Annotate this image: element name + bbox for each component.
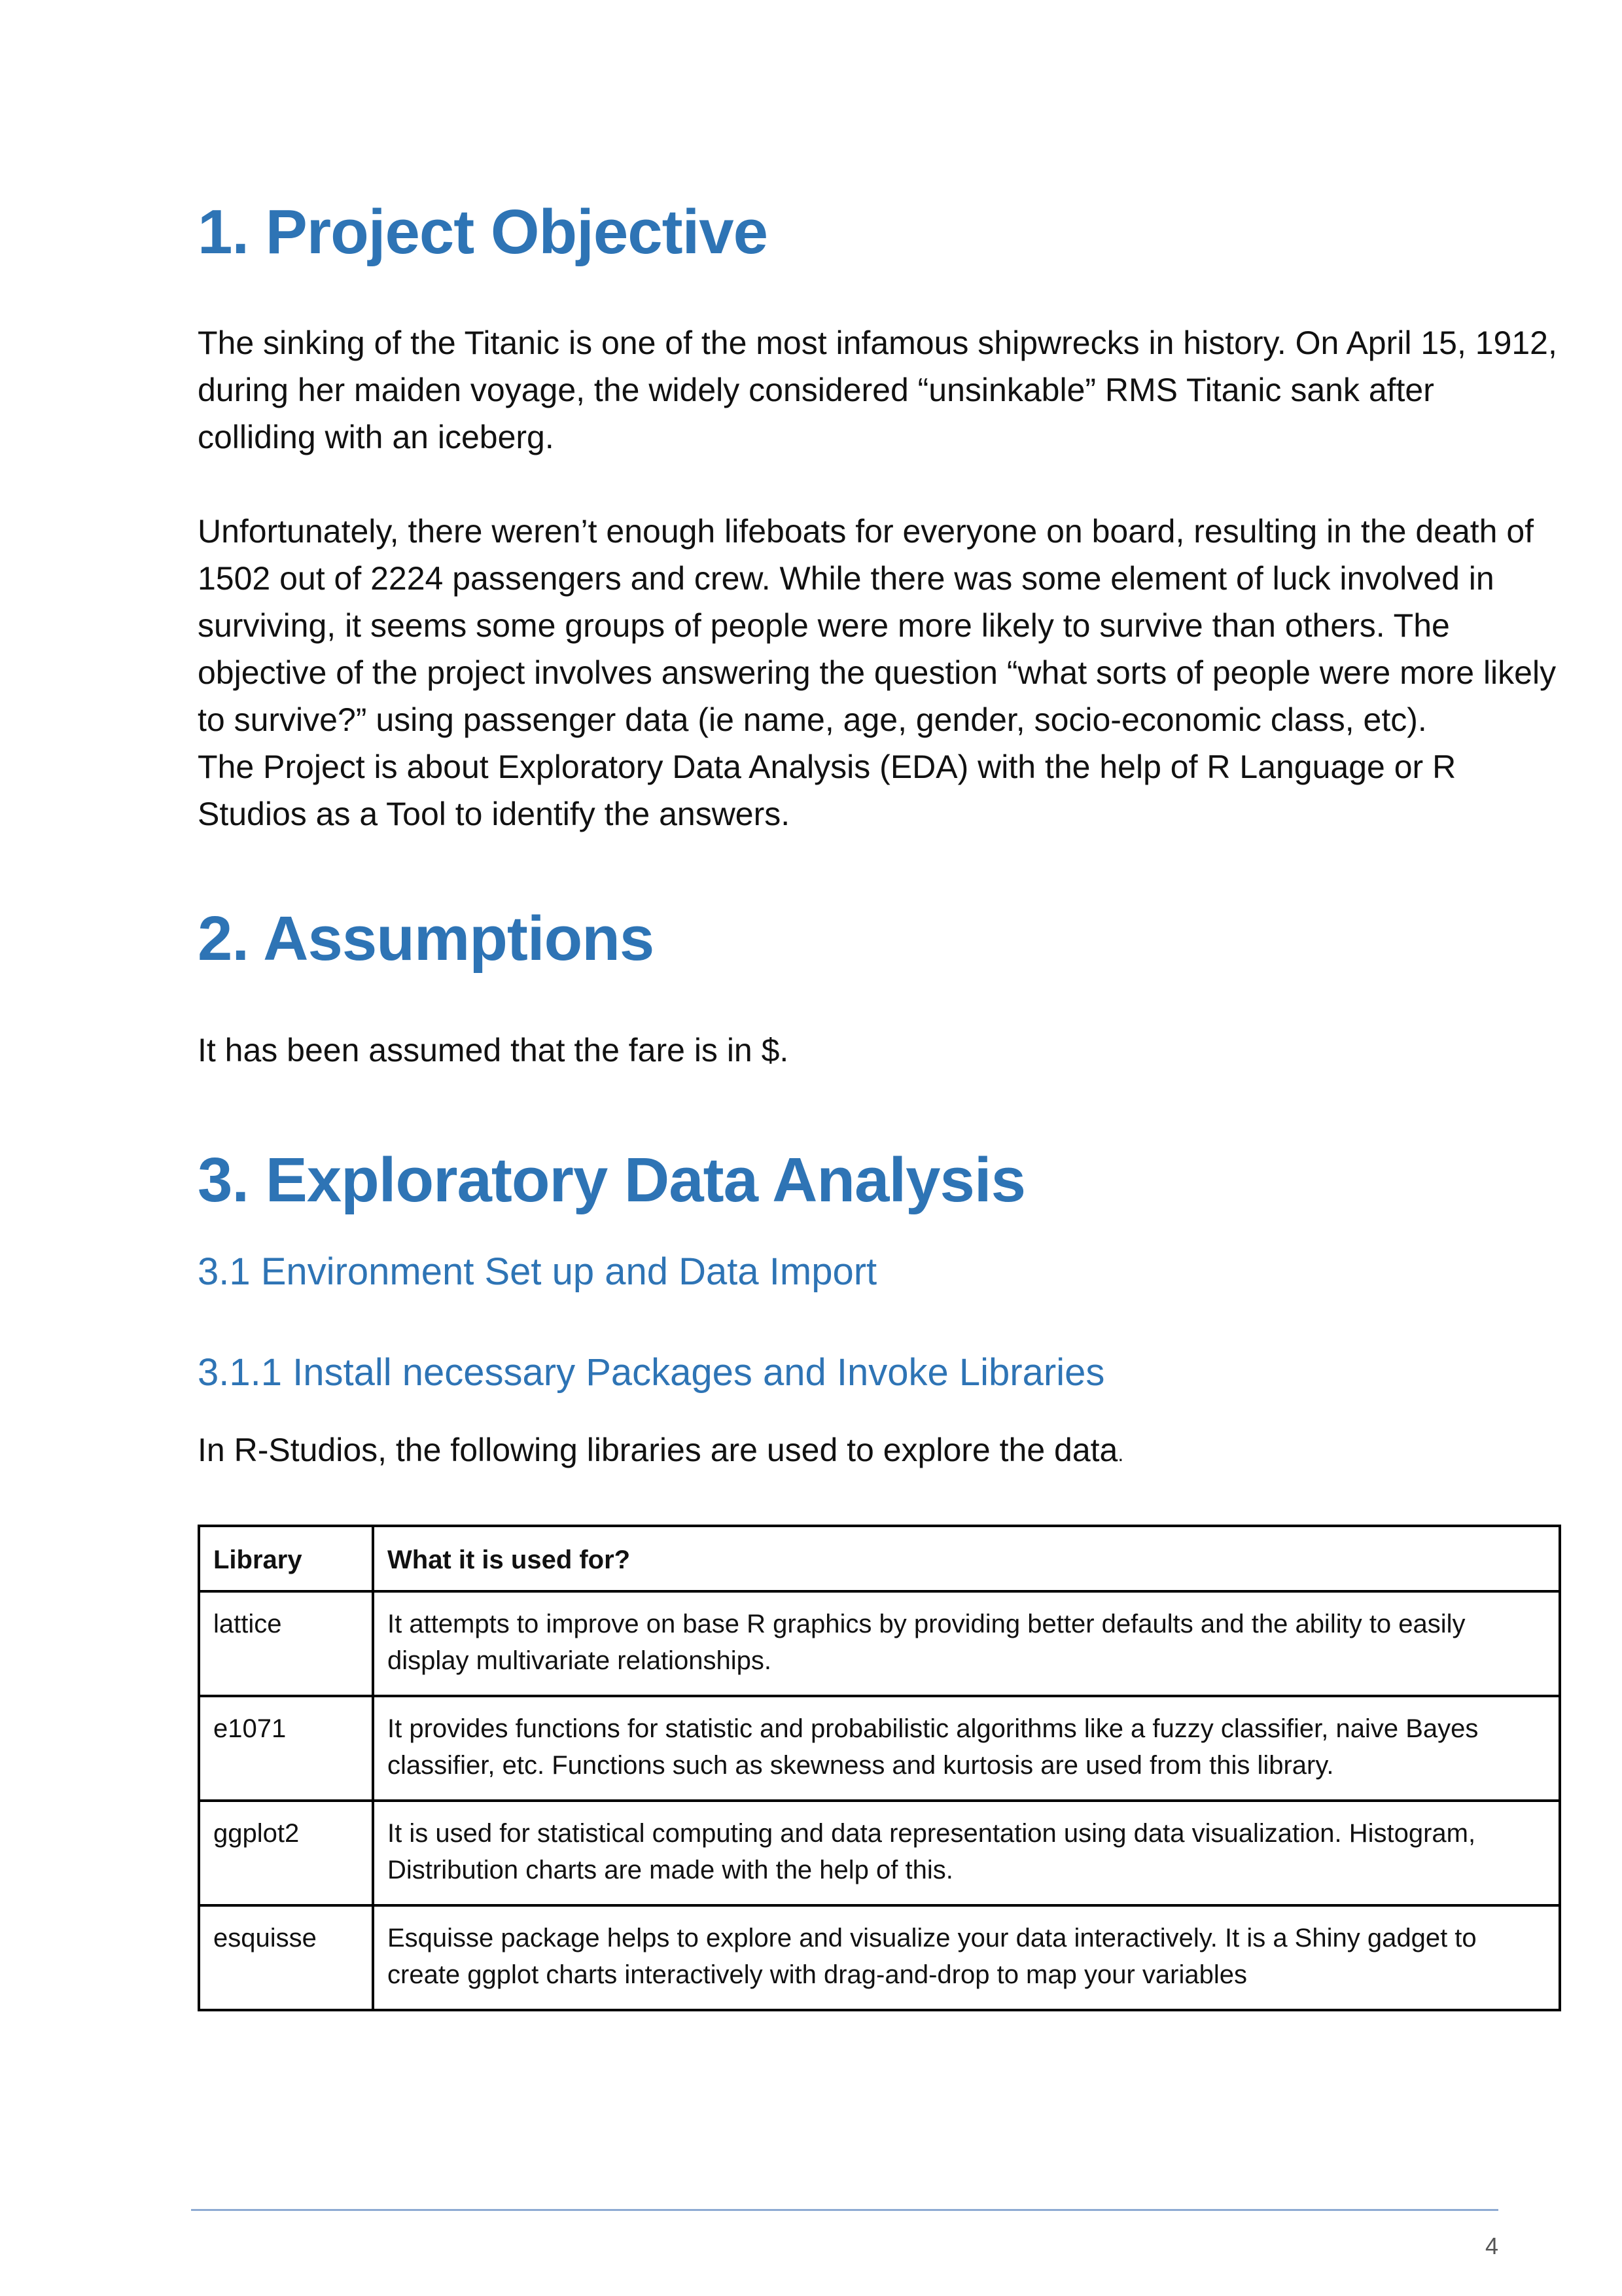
library-table-header-row — [199, 1526, 1560, 1591]
table-row — [199, 1801, 1560, 1905]
table-row — [199, 1905, 1560, 2010]
objective-paragraph-1: The sinking of the Titanic is one of the most infamous shipwrecks in history. On April 15, 1912, during her maiden voyage, the widely considered “unsinkable” RMS Titanic sank after colliding with an iceberg. — [198, 325, 1557, 456]
library-name: esquisse — [199, 1905, 373, 2010]
library-name: e1071 — [199, 1696, 373, 1801]
objective-paragraph-3: The Project is about Exploratory Data Analysis (EDA) with the help of R Language or R Studios as a Tool to identify the answers. — [198, 749, 1456, 833]
libraries-intro-period: . — [1118, 1442, 1124, 1466]
library-use: Esquisse package helps to explore and visualize your data interactively. It is a Shiny gadget to create ggplot charts interactively with drag-and-drop to map your variables — [373, 1905, 1560, 2010]
objective-paragraph-2: Unfortunately, there weren’t enough lifeboats for everyone on board, resulting in the death of 1502 out of 2224 passengers and crew. While there was some element of luck involved in surviving, it seems some groups of people were more likely to survive than others. The objective of the project involves answering the question “what sorts of people were more likely to survive?” using passenger data (ie name, age, gender, socio-economic class, etc). — [198, 513, 1557, 739]
library-name: lattice — [199, 1591, 373, 1696]
library-use: It provides functions for statistic and probabilistic algorithms like a fuzzy classifier, naive Bayes classifier, etc. Functions such as skewness and kurtosis are used from this library. — [373, 1696, 1560, 1801]
libraries-intro-text: In R-Studios, the following libraries are used to explore the data — [198, 1432, 1118, 1469]
library-use: It is used for statistical computing and data representation using data visualization. Histogram, Distribution charts are made with the help of this. — [373, 1801, 1560, 1905]
table-row — [199, 1696, 1560, 1801]
table-row — [199, 1591, 1560, 1696]
header-library: Library — [199, 1526, 373, 1591]
heading-assumptions: 2. Assumptions — [198, 904, 654, 974]
library-name: ggplot2 — [199, 1801, 373, 1905]
footer-rule — [191, 2209, 1498, 2211]
page-number: 4 — [1485, 2233, 1498, 2259]
library-use: It attempts to improve on base R graphics by providing better defaults and the ability to easily display multivariate relationships. — [373, 1591, 1560, 1696]
heading-project-objective: 1. Project Objective — [198, 197, 768, 267]
assumptions-text: It has been assumed that the fare is in $. — [198, 1031, 789, 1069]
subheading-environment-setup: 3.1 Environment Set up and Data Import — [198, 1250, 877, 1294]
libraries-intro — [198, 1426, 1559, 1477]
library-table — [198, 1525, 1561, 2011]
heading-exploratory-data-analysis: 3. Exploratory Data Analysis — [198, 1144, 1025, 1215]
header-used-for: What it is used for? — [373, 1526, 1560, 1591]
page-content — [198, 196, 1559, 2011]
subheading-install-packages: 3.1.1 Install necessary Packages and Invoke Libraries — [198, 1351, 1105, 1394]
